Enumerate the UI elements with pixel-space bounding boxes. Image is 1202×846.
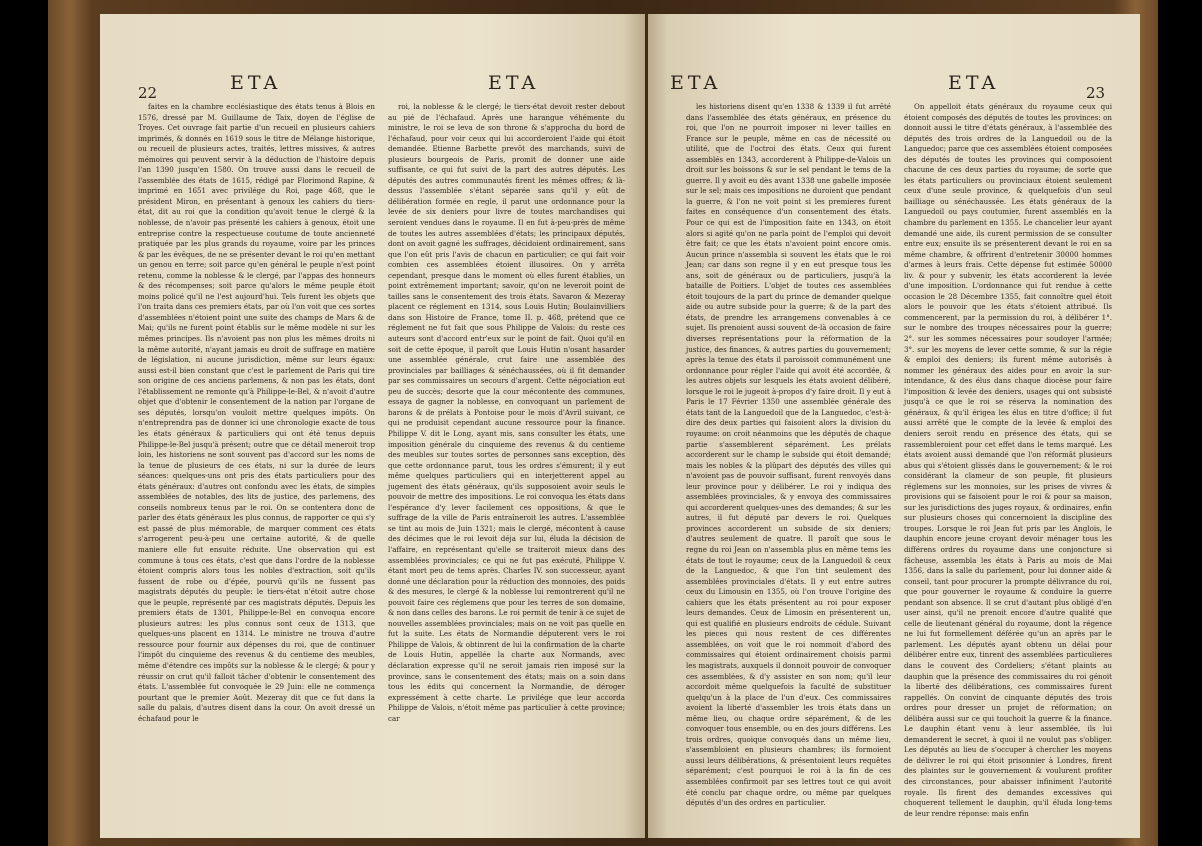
left-running-head <box>100 72 645 102</box>
right-page-column-1: les historiens disent qu'en 1338 & 1339 il fut arrêté dans l'assemblée des états généraux, en présence du roi, que l'on ne pourroit imposer ni lever tailles en France sur le peuple, même en cas de nécessité ou utilité, que de l'octroi des états. Ceux qui furent assemblés en 1343, accorderent à Philippe-de-Valois un droit sur les boissons & sur le sel pendant le tems de la guerre. Il y avoit eu dès avant 1338 une gabelle imposée sur le sel; mais ces impositions ne duroient que pendant la guerre, & l'on ne voit point si les premieres furent faites en conséquence d'un consentement des états. Pour ce qui est de l'imposition faite en 1343, on étoit alors si agité qu'on ne parla point de l'emploi qui devoit être fait; ce que les états n'avoient point encore omis. Aucun prince n'assembla si souvent les états que le roi Jean; car dans son regne il y en eut presque tous les ans, soit de généraux ou de particuliers, jusqu'à la bataille de Poitiers. L'objet de toutes ces assemblées étoit toujours de la part du prince de demander quelque aide ou autre subside pour la guerre; & de la part des états, de prendre les arrangemens convenables à ce sujet. Ils prenoient aussi souvent de-là occasion de faire diverses représentations pour la réformation de la justice, des finances, & autres parties du gouvernement; après la tenue des états il paroissoit communément une ordonnance pour régler l'aide qui avoit été accordée, & les autres objets sur lesquels les états avoient délibéré, lorsque le roi le jugeoit à-propos d'y faire droit. Il y eut à Paris le 17 Février 1350 une assemblée générale des états tant de la Languedoil que de la Languedoc, c'est-à-dire des deux parties qui faisoient alors la division du royaume: on croit néanmoins que les députés de chaque partie s'assemblerent séparément. Les prélats accorderent sur le champ le subside qui étoit demandé; mais les nobles & la plûpart des députés des villes qui n'avoient pas de pouvoir suffisant, furent renvoyés dans leur province pour y délibérer. Le roi y indiqua des assemblées provinciales, & y envoya des commissaires qui accorderent quelques-unes des demandes; & sur les autres, il fut député par devers le roi. Quelques provinces accorderent un subside de six deniers; d'autres seulement de quatre. Il paroît que sous le regne du roi Jean on n'assembla plus en même tems les états de tout le royaume; ceux de la Languedoil & ceux de la Languedoc, & que l'on tint seulement des assemblées provinciales d'états. Il y eut entre autres ceux du Limousin en 1355, où l'on trouve l'origine des cahiers que les états présentent au roi pour exposer leurs demandes. Ceux de Limosin en présenterent un, qui est qualifié en plusieurs endroits de cédule. Suivant les pieces qui nous restent de ces différentes assemblées, on voit que le roi nommoit d'abord des commissaires qui étoient ordinairement choisis parmi les magistrats, auxquels il donnoit pouvoir de convoquer ces assemblées, & d'y assister en son nom; qu'il leur accordoit même quelquefois la faculté de substituer quelqu'un à la place de l'un d'eux. Ces commissaires avoient la liberté d'assembler les trois états dans un même lieu, ou chaque ordre séparément, & de les convoquer tous ensemble, ou en des jours différens. Les trois ordres, quoique convoqués dans un même lieu, s'assembloient en plusieurs chambres; ils formoient aussi leurs délibérations, & présentoient leurs requêtes séparément; c'est pourquoi le roi à la fin de ces assemblées confirmoit par ses lettres tout ce qui avoit été conclu par chaque ordre, ou même par quelques députés d'un des ordres en particulier. <box>686 102 891 808</box>
right-running-head <box>648 72 1140 102</box>
left-page-column-2: roi, la noblesse & le clergé; le tiers-état devoit rester debout au pié de l'échafaud. Après une harangue véhémente du ministre, le roi se leva de son throne & s'approcha du bord de l'échafaud, pour voir ceux qui lui accorderoient l'aide qui étoit demandée. Etienne Barbette prevôt des marchands, suivi de plusieurs bourgeois de Paris, promit de donner une aide suffisante, ce qui fut suivi de la part des autres députés. Les députés des autres communautés firent les mêmes offres; & là-dessus l'assemblée s'étant séparée sans qu'il y eût de délibération formée en regle, il parut une ordonnance pour la levée de six deniers pour livre de toutes marchandises qui seroient vendues dans le royaume. Il en fut à-peu-près de même de toutes les autres assemblées d'états; les principaux députés, dont on avoit gagné les suffrages, décidoient ordinairement, sans que l'on eût pris l'avis de chacun en particulier; ce qui fait voir combien ces assemblées étoient illusoires. On y arrêta cependant, presque dans le moment où elles furent établies, un point extrêmement important; savoir, qu'on ne leveroit point de tailles sans le consentement des trois états. Savaron & Mezeray placent ce réglement en 1314, sous Louis Hutin; Boulainvilliers dans son Histoire de France, tome II. p. 468, prétend que ce réglement ne fut fait que sous Philippe de Valois: du reste ces auteurs sont d'accord entr'eux sur le point de fait. Quoi qu'il en soit de cette époque, il paroît que Louis Hutin n'osant hasarder une assemblée générale, crut faire une assemblée des provinciales par bailliages & sénéchaussées, où il fit demander par ses commissaires un secours d'argent. Cette négociation eut peu de succès; desorte que la cour mécontente des communes, essaya de gagner la noblesse, en convoquant un parlement de barons & de prélats à Pontoise pour le mois d'Avril suivant, ce qui ne produisit cependant aucune ressource pour la finance. Philippe V. dit le Long, ayant mis, sans consulter les états, une imposition générale du cinquieme des revenus & du centieme des meubles sur toutes sortes de personnes sans exception, dès que cette ordonnance parut, tous les ordres s'émurent; il y eut même quelques particuliers qui en interjetterent appel au jugement des états généraux, qu'ils supposoient avoir seuls le pouvoir de mettre des impositions. Le roi convoqua les états dans l'espérance d'y lever facilement ces oppositions, & que le suffrage de la ville de Paris entraîneroit les autres. L'assemblée se tint au mois de Juin 1321; mais le clergé, mécontent à cause des décimes que le roi levoit déja sur lui, éluda la décision de l'affaire, en représentant qu'elle se traiteroit mieux dans des assemblées provinciales; ce qui ne fut pas exécuté, Philippe V. étant mort peu de tems après. Charles IV. son successeur, ayant donné une déclaration pour la réduction des monnoies, des poids & des mesures, le clergé & la noblesse lui remontrerent qu'il ne pouvoit faire ces réglemens que pour les terres de son domaine, & non dans celles des barons. Le roi permit de tenir à ce sujet de nouvelles assemblées provinciales; mais on ne voit pas quelle en fut la suite. Les états de Normandie députerent vers le roi Philippe de Valois, & obtinrent de lui la confirmation de la charte de Louis Hutin, appellée la charte aux Normands, avec déclaration expresse qu'il ne seroit jamais rien imposé sur la province, sans le consentement des états; mais on a soin dans tous les édits qui concernent la Normandie, de déroger expressément à cette charte. Le privilége que leur accorda Philippe de Valois, n'étoit même pas particulier à cette province; car <box>388 102 625 723</box>
left-columns <box>138 102 625 808</box>
left-page <box>100 14 645 838</box>
page-number-right: 23 <box>1086 84 1106 102</box>
running-head-right-1: ETA <box>670 72 722 94</box>
running-head-right-2: ETA <box>948 72 1000 94</box>
book-spread <box>48 0 1158 846</box>
right-page <box>648 14 1140 838</box>
running-head-left-1: ETA <box>230 72 282 94</box>
right-page-column-2: On appelloit états généraux du royaume ceux qui étoient composés des députés de toutes les provinces: on donnoit aussi le titre d'états généraux, à l'assemblée des députés des trois ordres de la Languedoil ou de la Languedoc; parce que ces assemblées étoient composées des députés de toutes les provinces qui composoient chacune de ces deux parties du royaume; de sorte que les états particuliers ou provinciaux étoient seulement ceux d'une seule province, & quelquefois d'un seul bailliage ou sénéchaussée. Les états généraux de la Languedoil ou pays coutumier, furent assemblés en la chambre du parlement en 1355. Le chancelier leur ayant demandé une aide, ils curent permission de se consulter entre eux; ensuite ils se présenterent devant le roi en sa même chambre, & offrirent d'entretenir 30000 hommes d'armes à leurs frais. Cette dépense fut estimée 50000 liv. & pour y subvenir, les états accorderent la levée d'une imposition. L'ordonnance qui fut rendue à cette occasion le 28 Décembre 1355, fait connoître quel étoit alors le pouvoir que les états s'étoient attribué. Ils commencerent, par la permission du roi, à délibérer 1°. sur le nombre des troupes nécessaires pour la guerre; 2°. sur les sommes nécessaires pour soudoyer l'armée; 3°. sur les moyens de lever cette somme, & sur la régie & emploi des deniers; ils furent même autorisés à nommer les généraux des aides pour en avoir la sur-intendance, & des élus dans chaque diocèse pour faire l'imposition & levée des deniers, usages qui ont subsisté jusqu'à ce que le roi se réserva la nomination des généraux, & qu'il érigea les élus en titre d'office; il fut aussi arrêté que le compte de la levée & emploi des deniers seroit rendu en présence des états, qui se rassembleroient pour cet effet dans le tems marqué. Les états avoient aussi demandé que l'on réformât plusieurs abus qui s'étoient glissés dans le gouvernement; & le roi considérant la clameur de son peuple, fit plusieurs réglemens sur les monnoies, sur les prises de vivres & provisions qui se faisoient pour le roi & pour sa maison, sur les jurisdictions des juges royaux, & ordinaires, enfin sur plusieurs choses qui concernoient la discipline des troupes. Lorsque le roi Jean fut pris par les Anglois, le dauphin encore jeune croyant devoir ménager tous les différens ordres du royaume dans une conjoncture si fâcheuse, assembla les états à Paris au mois de Mai 1356, dans la salle du parlement, pour lui donner aide & conseil, tant pour procurer la prompte délivrance du roi, que pour gouverner le royaume & conduire la guerre pendant son absence. Il se crut d'autant plus obligé d'en user ainsi, qu'il ne prenoit encore d'autre qualité que celle de lieutenant général du royaume, dont la régence ne lui fut formellement déférée qu'un an après par le parlement. Les députés ayant obtenu un délai pour délibérer entre eux, tinrent des assemblées particulieres dans le couvent des Cordeliers; s'étant plaints au dauphin que la présence des commissaires du roi génoit la liberté des délibérations, ces commissaires furent rappellés. On convint de cinquante députés des trois ordres pour dresser un projet de réformation; on délibéra aussi sur ce qui touchoit la guerre & la finance. Le dauphin étant venu à leur assemblée, ils lui demanderent le secret, à quoi il ne voulut pas s'obliger. Les députés au lieu de s'occuper à chercher les moyens de délivrer le roi qui étoit prisonnier à Londres, firent des plaintes sur le gouvernement & voulurent profiter des circonstances, pour abaisser infiniment l'autorité royale. Ils firent des demandes excessives qui choquerent tellement le dauphin, qu'il éluda long-tems de leur rendre réponse: mais enfin <box>904 102 1112 818</box>
running-head-left-2: ETA <box>488 72 540 94</box>
left-page-column-1: faites en la chambre ecclésiastique des états tenus à Blois en 1576, dressé par M. Guillaume de Taix, doyen de l'église de Troyes. Cet ouvrage fait partie d'un recueil en plusieurs cahiers imprimés, & donnés en 1619 sous le titre de Mélange historique, ou recueil de plusieurs actes, traités, lettres missives, & autres mémoires qui peuvent servir à la déduction de l'histoire depuis l'an 1390 jusqu'en 1580. On trouve aussi dans le recueil de l'assemblée des états de 1615, rédigé par Florimond Rapine, & imprimé en 1651 avec privilége du Roi, page 468, que le président Miron, en présentant à genoux les cahiers du tiers-état, dit au roi que la condition qu'avoit tenue le clergé & la noblesse, de n'avoir pas présenté les cahiers à genoux, étoit une entreprise contre la respectueuse coutume de toute ancienneté pratiquée par les plus grands du royaume, voire par les princes & par les évêques, de ne se présenter devant le roi qu'en mettant un genou en terre; soit parce qu'en général le peuple n'est point retenu, comme la noblesse & le clergé, par l'appas des honneurs & des récompenses; soit parce qu'alors le même peuple étoit moins policé qu'il ne l'est aujourd'hui. Tels furent les objets que l'on traita dans ces premiers états, par où l'on voit que ces sortes d'assemblées n'étoient point une suite des champs de Mars & de Mai; qu'ils ne furent point établis sur le même modèle ni sur les mêmes principes. Ils n'avoient pas non plus les mêmes droits ni la même autorité, n'ayant jamais eu droit de suffrage en matière de législation, ni aucune jurisdiction, même sur leurs égaux: aussi est-il bien constant que c'est le parlement de Paris qui tire son origine de ces anciens parlemens, & non pas les états, dont l'établissement ne remonte qu'à Philippe-le-Bel, & n'avoit d'autre objet que d'obtenir le consentement de la nation par l'organe de ses députés, lorsqu'on vouloit mettre quelques impôts. On n'entreprendra pas de donner ici une chronologie exacte de tous les états généraux & particuliers qui ont été tenus depuis Philippe-le-Bel jusqu'à présent; outre que ce détail meneroit trop loin, les historiens ne sont souvent pas d'accord sur les noms de la tenue de plusieurs de ces états, ni sur la durée de leurs séances: quelques-uns ont pris des états particuliers pour des états généraux: d'autres ont confondu avec les états, de simples assemblées de notables, des lits de justice, des parlemens, des conseils nombreux tenus par le roi. On se contentera donc de parler des états généraux les plus connus, de rapporter ce qui s'y est passé de plus mémorable, de marquer comment ces états s'arrogerent peu-à-peu une certaine autorité, & de quelle maniere elle fut ensuite réduite. Une observation qui est commune à tous ces états, c'est que dans l'ordre de la noblesse étoient compris alors tous les nobles d'extraction, soit qu'ils fussent de robe ou d'épée, pourvû qu'ils ne fussent pas magistrats députés du peuple: le tiers-état n'étoit autre chose que le peuple, représenté par ces magistrats députés. Depuis les premiers états de 1301, Philippe-le-Bel en convoqua encore plusieurs autres: les plus connus sont ceux de 1313, que quelques-uns placent en 1314. Le ministre ne trouva d'autre ressource pour fournir aux dépenses du roi, que de continuer l'impôt du cinquieme des revenus & du centieme des meubles, même d'étendre ces impôts sur la noblesse & le clergé; & pour y réussir on crut qu'il falloit tâcher d'obtenir le consentement des états. L'assemblée fut convoquée le 29 Juin: elle ne commença pourtant que le premier Août. Mezeray dit que ce fut dans la salle du palais, d'autres disent dans la cour. On avoit dressé un échafaud pour le <box>138 102 375 723</box>
page-number-left: 22 <box>138 84 158 102</box>
right-columns <box>686 102 1112 818</box>
